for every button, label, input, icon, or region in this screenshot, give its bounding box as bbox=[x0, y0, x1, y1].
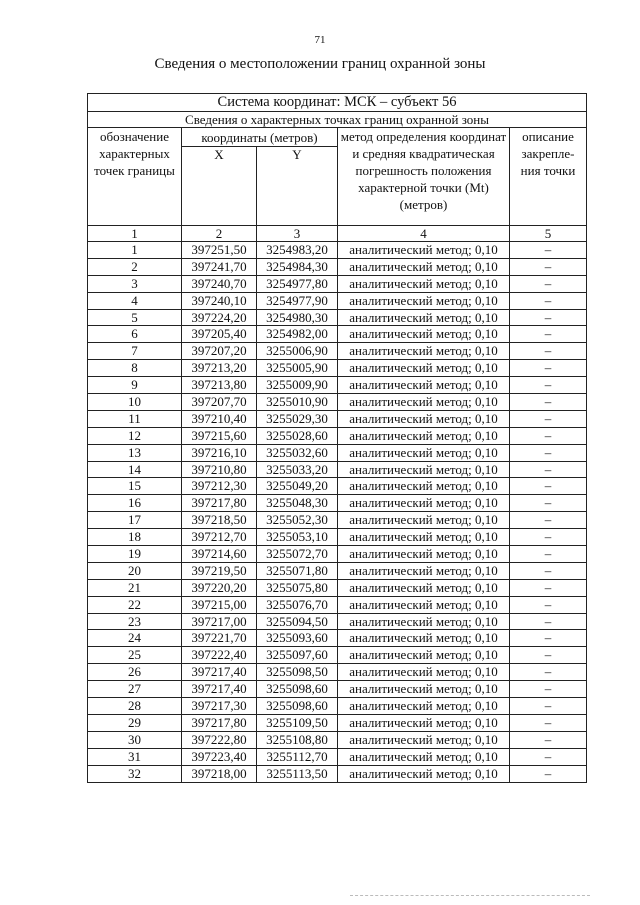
table-row bbox=[88, 309, 587, 326]
table-row bbox=[88, 444, 587, 461]
header-x: X bbox=[182, 147, 257, 226]
x-coordinate: 397217,40 bbox=[182, 681, 257, 698]
y-coordinate: 3255049,20 bbox=[257, 478, 338, 495]
table-row bbox=[88, 765, 587, 782]
coordinates-table bbox=[87, 93, 587, 783]
x-coordinate: 397222,80 bbox=[182, 731, 257, 748]
x-coordinate: 397214,60 bbox=[182, 546, 257, 563]
table-row bbox=[88, 495, 587, 512]
description-cell: – bbox=[510, 748, 587, 765]
header-y: Y bbox=[257, 147, 338, 226]
y-coordinate: 3255072,70 bbox=[257, 546, 338, 563]
description-cell: – bbox=[510, 647, 587, 664]
description-cell: – bbox=[510, 630, 587, 647]
x-coordinate: 397240,10 bbox=[182, 292, 257, 309]
point-number: 6 bbox=[88, 326, 182, 343]
table-row bbox=[88, 258, 587, 275]
x-coordinate: 397213,80 bbox=[182, 377, 257, 394]
x-coordinate: 397217,00 bbox=[182, 613, 257, 630]
description-cell: – bbox=[510, 292, 587, 309]
method-cell: аналитический метод; 0,10 bbox=[338, 292, 510, 309]
method-cell: аналитический метод; 0,10 bbox=[338, 326, 510, 343]
point-number: 3 bbox=[88, 275, 182, 292]
description-cell: – bbox=[510, 410, 587, 427]
x-coordinate: 397223,40 bbox=[182, 748, 257, 765]
point-number: 17 bbox=[88, 512, 182, 529]
method-cell: аналитический метод; 0,10 bbox=[338, 343, 510, 360]
description-cell: – bbox=[510, 664, 587, 681]
coordinate-system-label: Система координат: МСК – субъект 56 bbox=[88, 94, 587, 112]
point-number: 4 bbox=[88, 292, 182, 309]
table-row bbox=[88, 647, 587, 664]
y-coordinate: 3254982,00 bbox=[257, 326, 338, 343]
table-row bbox=[88, 681, 587, 698]
table-row bbox=[88, 596, 587, 613]
description-cell: – bbox=[510, 731, 587, 748]
description-cell: – bbox=[510, 326, 587, 343]
table-row bbox=[88, 292, 587, 309]
point-number: 23 bbox=[88, 613, 182, 630]
header-coords: координаты (метров) bbox=[182, 128, 338, 147]
y-coordinate: 3255098,50 bbox=[257, 664, 338, 681]
method-cell: аналитический метод; 0,10 bbox=[338, 681, 510, 698]
y-coordinate: 3254977,80 bbox=[257, 275, 338, 292]
y-coordinate: 3255033,20 bbox=[257, 461, 338, 478]
y-coordinate: 3255053,10 bbox=[257, 529, 338, 546]
table-row bbox=[88, 731, 587, 748]
x-coordinate: 397215,60 bbox=[182, 427, 257, 444]
point-number: 25 bbox=[88, 647, 182, 664]
table-row bbox=[88, 579, 587, 596]
description-cell: – bbox=[510, 495, 587, 512]
y-coordinate: 3254977,90 bbox=[257, 292, 338, 309]
point-number: 24 bbox=[88, 630, 182, 647]
y-coordinate: 3255076,70 bbox=[257, 596, 338, 613]
description-cell: – bbox=[510, 461, 587, 478]
y-coordinate: 3255032,60 bbox=[257, 444, 338, 461]
table-row bbox=[88, 512, 587, 529]
table-row bbox=[88, 714, 587, 731]
x-coordinate: 397210,40 bbox=[182, 410, 257, 427]
table-row bbox=[88, 394, 587, 411]
x-coordinate: 397241,70 bbox=[182, 258, 257, 275]
column-number: 3 bbox=[257, 226, 338, 242]
x-coordinate: 397205,40 bbox=[182, 326, 257, 343]
x-coordinate: 397221,70 bbox=[182, 630, 257, 647]
method-cell: аналитический метод; 0,10 bbox=[338, 309, 510, 326]
y-coordinate: 3254983,20 bbox=[257, 242, 338, 259]
description-cell: – bbox=[510, 529, 587, 546]
footer-scan-marks bbox=[350, 895, 590, 898]
description-cell: – bbox=[510, 579, 587, 596]
description-cell: – bbox=[510, 596, 587, 613]
description-cell: – bbox=[510, 444, 587, 461]
point-number: 2 bbox=[88, 258, 182, 275]
point-number: 5 bbox=[88, 309, 182, 326]
method-cell: аналитический метод; 0,10 bbox=[338, 394, 510, 411]
y-coordinate: 3255071,80 bbox=[257, 562, 338, 579]
table-row bbox=[88, 343, 587, 360]
x-coordinate: 397217,80 bbox=[182, 714, 257, 731]
x-coordinate: 397213,20 bbox=[182, 360, 257, 377]
method-cell: аналитический метод; 0,10 bbox=[338, 731, 510, 748]
method-cell: аналитический метод; 0,10 bbox=[338, 613, 510, 630]
method-cell: аналитический метод; 0,10 bbox=[338, 495, 510, 512]
point-number: 13 bbox=[88, 444, 182, 461]
y-coordinate: 3254984,30 bbox=[257, 258, 338, 275]
point-number: 10 bbox=[88, 394, 182, 411]
x-coordinate: 397240,70 bbox=[182, 275, 257, 292]
y-coordinate: 3255009,90 bbox=[257, 377, 338, 394]
table-row bbox=[88, 664, 587, 681]
point-number: 20 bbox=[88, 562, 182, 579]
method-cell: аналитический метод; 0,10 bbox=[338, 630, 510, 647]
table-row bbox=[88, 360, 587, 377]
x-coordinate: 397219,50 bbox=[182, 562, 257, 579]
column-number: 1 bbox=[88, 226, 182, 242]
x-coordinate: 397224,20 bbox=[182, 309, 257, 326]
description-cell: – bbox=[510, 613, 587, 630]
table-row bbox=[88, 377, 587, 394]
point-number: 32 bbox=[88, 765, 182, 782]
x-coordinate: 397251,50 bbox=[182, 242, 257, 259]
x-coordinate: 397215,00 bbox=[182, 596, 257, 613]
y-coordinate: 3255112,70 bbox=[257, 748, 338, 765]
description-cell: – bbox=[510, 258, 587, 275]
description-cell: – bbox=[510, 377, 587, 394]
method-cell: аналитический метод; 0,10 bbox=[338, 377, 510, 394]
description-cell: – bbox=[510, 242, 587, 259]
table-row bbox=[88, 326, 587, 343]
point-number: 28 bbox=[88, 698, 182, 715]
y-coordinate: 3255098,60 bbox=[257, 681, 338, 698]
method-cell: аналитический метод; 0,10 bbox=[338, 478, 510, 495]
description-cell: – bbox=[510, 275, 587, 292]
x-coordinate: 397218,00 bbox=[182, 765, 257, 782]
point-number: 16 bbox=[88, 495, 182, 512]
point-number: 9 bbox=[88, 377, 182, 394]
y-coordinate: 3255098,60 bbox=[257, 698, 338, 715]
method-cell: аналитический метод; 0,10 bbox=[338, 664, 510, 681]
x-coordinate: 397212,30 bbox=[182, 478, 257, 495]
description-cell: – bbox=[510, 714, 587, 731]
y-coordinate: 3255094,50 bbox=[257, 613, 338, 630]
x-coordinate: 397207,20 bbox=[182, 343, 257, 360]
point-number: 12 bbox=[88, 427, 182, 444]
column-number: 5 bbox=[510, 226, 587, 242]
method-cell: аналитический метод; 0,10 bbox=[338, 461, 510, 478]
x-coordinate: 397222,40 bbox=[182, 647, 257, 664]
point-number: 19 bbox=[88, 546, 182, 563]
description-cell: – bbox=[510, 512, 587, 529]
page-number: 71 bbox=[314, 34, 326, 46]
x-coordinate: 397212,70 bbox=[182, 529, 257, 546]
method-cell: аналитический метод; 0,10 bbox=[338, 698, 510, 715]
description-cell: – bbox=[510, 546, 587, 563]
point-number: 8 bbox=[88, 360, 182, 377]
description-cell: – bbox=[510, 698, 587, 715]
table-row bbox=[88, 529, 587, 546]
point-number: 7 bbox=[88, 343, 182, 360]
method-cell: аналитический метод; 0,10 bbox=[338, 258, 510, 275]
column-number: 2 bbox=[182, 226, 257, 242]
table-row bbox=[88, 748, 587, 765]
x-coordinate: 397207,70 bbox=[182, 394, 257, 411]
y-coordinate: 3255048,30 bbox=[257, 495, 338, 512]
table-row bbox=[88, 275, 587, 292]
point-number: 31 bbox=[88, 748, 182, 765]
x-coordinate: 397220,20 bbox=[182, 579, 257, 596]
y-coordinate: 3255029,30 bbox=[257, 410, 338, 427]
column-number-row bbox=[88, 226, 587, 242]
y-coordinate: 3255075,80 bbox=[257, 579, 338, 596]
y-coordinate: 3255097,60 bbox=[257, 647, 338, 664]
method-cell: аналитический метод; 0,10 bbox=[338, 647, 510, 664]
table-row bbox=[88, 613, 587, 630]
method-cell: аналитический метод; 0,10 bbox=[338, 562, 510, 579]
point-number: 15 bbox=[88, 478, 182, 495]
header-description: описание закрепле-ния точки bbox=[510, 128, 587, 226]
description-cell: – bbox=[510, 427, 587, 444]
description-cell: – bbox=[510, 478, 587, 495]
y-coordinate: 3254980,30 bbox=[257, 309, 338, 326]
method-cell: аналитический метод; 0,10 bbox=[338, 512, 510, 529]
y-coordinate: 3255108,80 bbox=[257, 731, 338, 748]
x-coordinate: 397210,80 bbox=[182, 461, 257, 478]
table-row bbox=[88, 461, 587, 478]
y-coordinate: 3255005,90 bbox=[257, 360, 338, 377]
method-cell: аналитический метод; 0,10 bbox=[338, 596, 510, 613]
method-cell: аналитический метод; 0,10 bbox=[338, 242, 510, 259]
document-title: Сведения о местоположении границ охранной зоны bbox=[154, 56, 486, 72]
table-row bbox=[88, 427, 587, 444]
table-header-row bbox=[88, 128, 587, 147]
description-cell: – bbox=[510, 681, 587, 698]
description-cell: – bbox=[510, 394, 587, 411]
x-coordinate: 397218,50 bbox=[182, 512, 257, 529]
point-number: 30 bbox=[88, 731, 182, 748]
table-row bbox=[88, 546, 587, 563]
table-row bbox=[88, 410, 587, 427]
point-number: 22 bbox=[88, 596, 182, 613]
method-cell: аналитический метод; 0,10 bbox=[338, 360, 510, 377]
column-number: 4 bbox=[338, 226, 510, 242]
point-number: 29 bbox=[88, 714, 182, 731]
x-coordinate: 397217,30 bbox=[182, 698, 257, 715]
x-coordinate: 397217,40 bbox=[182, 664, 257, 681]
x-coordinate: 397216,10 bbox=[182, 444, 257, 461]
method-cell: аналитический метод; 0,10 bbox=[338, 410, 510, 427]
y-coordinate: 3255028,60 bbox=[257, 427, 338, 444]
table-row bbox=[88, 478, 587, 495]
y-coordinate: 3255052,30 bbox=[257, 512, 338, 529]
x-coordinate: 397217,80 bbox=[182, 495, 257, 512]
table-row bbox=[88, 698, 587, 715]
method-cell: аналитический метод; 0,10 bbox=[338, 765, 510, 782]
description-cell: – bbox=[510, 562, 587, 579]
point-number: 14 bbox=[88, 461, 182, 478]
point-number: 26 bbox=[88, 664, 182, 681]
method-cell: аналитический метод; 0,10 bbox=[338, 275, 510, 292]
point-number: 11 bbox=[88, 410, 182, 427]
method-cell: аналитический метод; 0,10 bbox=[338, 444, 510, 461]
table-row bbox=[88, 562, 587, 579]
header-method: метод определения координат и средняя квадратическая погрешность положения характерной точки (Mt) (метров) bbox=[338, 128, 510, 226]
method-cell: аналитический метод; 0,10 bbox=[338, 579, 510, 596]
description-cell: – bbox=[510, 309, 587, 326]
y-coordinate: 3255093,60 bbox=[257, 630, 338, 647]
description-cell: – bbox=[510, 360, 587, 377]
method-cell: аналитический метод; 0,10 bbox=[338, 427, 510, 444]
points-info-label: Сведения о характерных точках границ охранной зоны bbox=[88, 112, 587, 128]
point-number: 1 bbox=[88, 242, 182, 259]
y-coordinate: 3255109,50 bbox=[257, 714, 338, 731]
method-cell: аналитический метод; 0,10 bbox=[338, 748, 510, 765]
description-cell: – bbox=[510, 765, 587, 782]
table-system-row bbox=[88, 94, 587, 112]
y-coordinate: 3255006,90 bbox=[257, 343, 338, 360]
description-cell: – bbox=[510, 343, 587, 360]
method-cell: аналитический метод; 0,10 bbox=[338, 529, 510, 546]
y-coordinate: 3255113,50 bbox=[257, 765, 338, 782]
point-number: 21 bbox=[88, 579, 182, 596]
method-cell: аналитический метод; 0,10 bbox=[338, 714, 510, 731]
y-coordinate: 3255010,90 bbox=[257, 394, 338, 411]
table-info-row bbox=[88, 112, 587, 128]
point-number: 18 bbox=[88, 529, 182, 546]
header-point: обозначение характерных точек границы bbox=[88, 128, 182, 226]
table-row bbox=[88, 242, 587, 259]
method-cell: аналитический метод; 0,10 bbox=[338, 546, 510, 563]
point-number: 27 bbox=[88, 681, 182, 698]
table-row bbox=[88, 630, 587, 647]
